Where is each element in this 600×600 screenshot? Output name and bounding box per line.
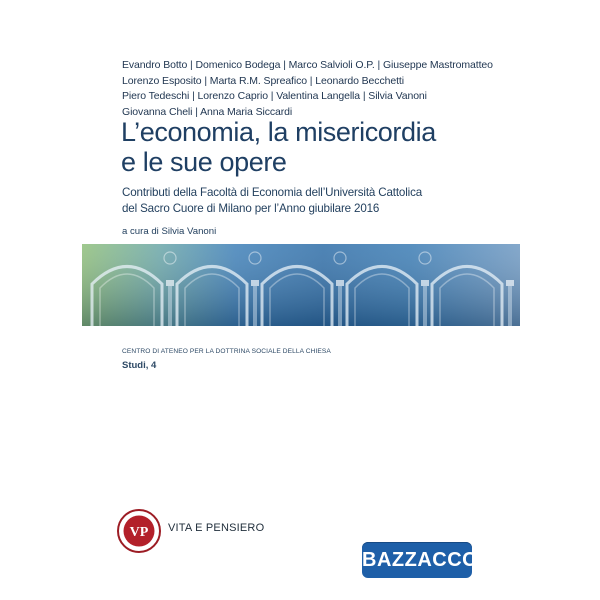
vp-logo-icon (116, 508, 162, 554)
author-line: Giovanna Cheli | Anna Maria Siccardi (122, 105, 293, 118)
publisher-name: VITA E PENSIERO (168, 522, 265, 534)
publisher-logo (116, 508, 162, 554)
title-line: e le sue opere (121, 147, 287, 177)
arcade-photo-band (82, 244, 520, 326)
book-subtitle (122, 185, 522, 216)
author-line: Evandro Botto | Domenico Bodega | Marco Salvioli O.P. | Giuseppe Mastromatteo (122, 59, 493, 71)
author-line: Lorenzo Esposito | Marta R.M. Spreafico | Leonardo Becchetti (122, 74, 404, 87)
vp-logo-text: VP (129, 525, 149, 540)
author-line: Piero Tedeschi | Lorenzo Caprio | Valentina Langella | Silvia Vanoni (122, 90, 427, 103)
series-number: Studi, 4 (122, 360, 157, 371)
author-list (122, 58, 502, 120)
bazzacco-badge: BAZZACCO (362, 542, 472, 578)
subtitle-line: Contributi della Facoltà di Economia dell’Università Cattolica (122, 186, 423, 199)
title-line: L’economia, la misericordia (121, 117, 436, 147)
book-title (121, 117, 521, 177)
subtitle-line: del Sacro Cuore di Milano per l’Anno giubilare 2016 (122, 201, 380, 215)
editor-credit: a cura di Silvia Vanoni (122, 226, 217, 237)
series-name: CENTRO DI ATENEO PER LA DOTTRINA SOCIALE DELLA CHIESA (122, 348, 331, 355)
arcade-illustration (82, 244, 520, 326)
